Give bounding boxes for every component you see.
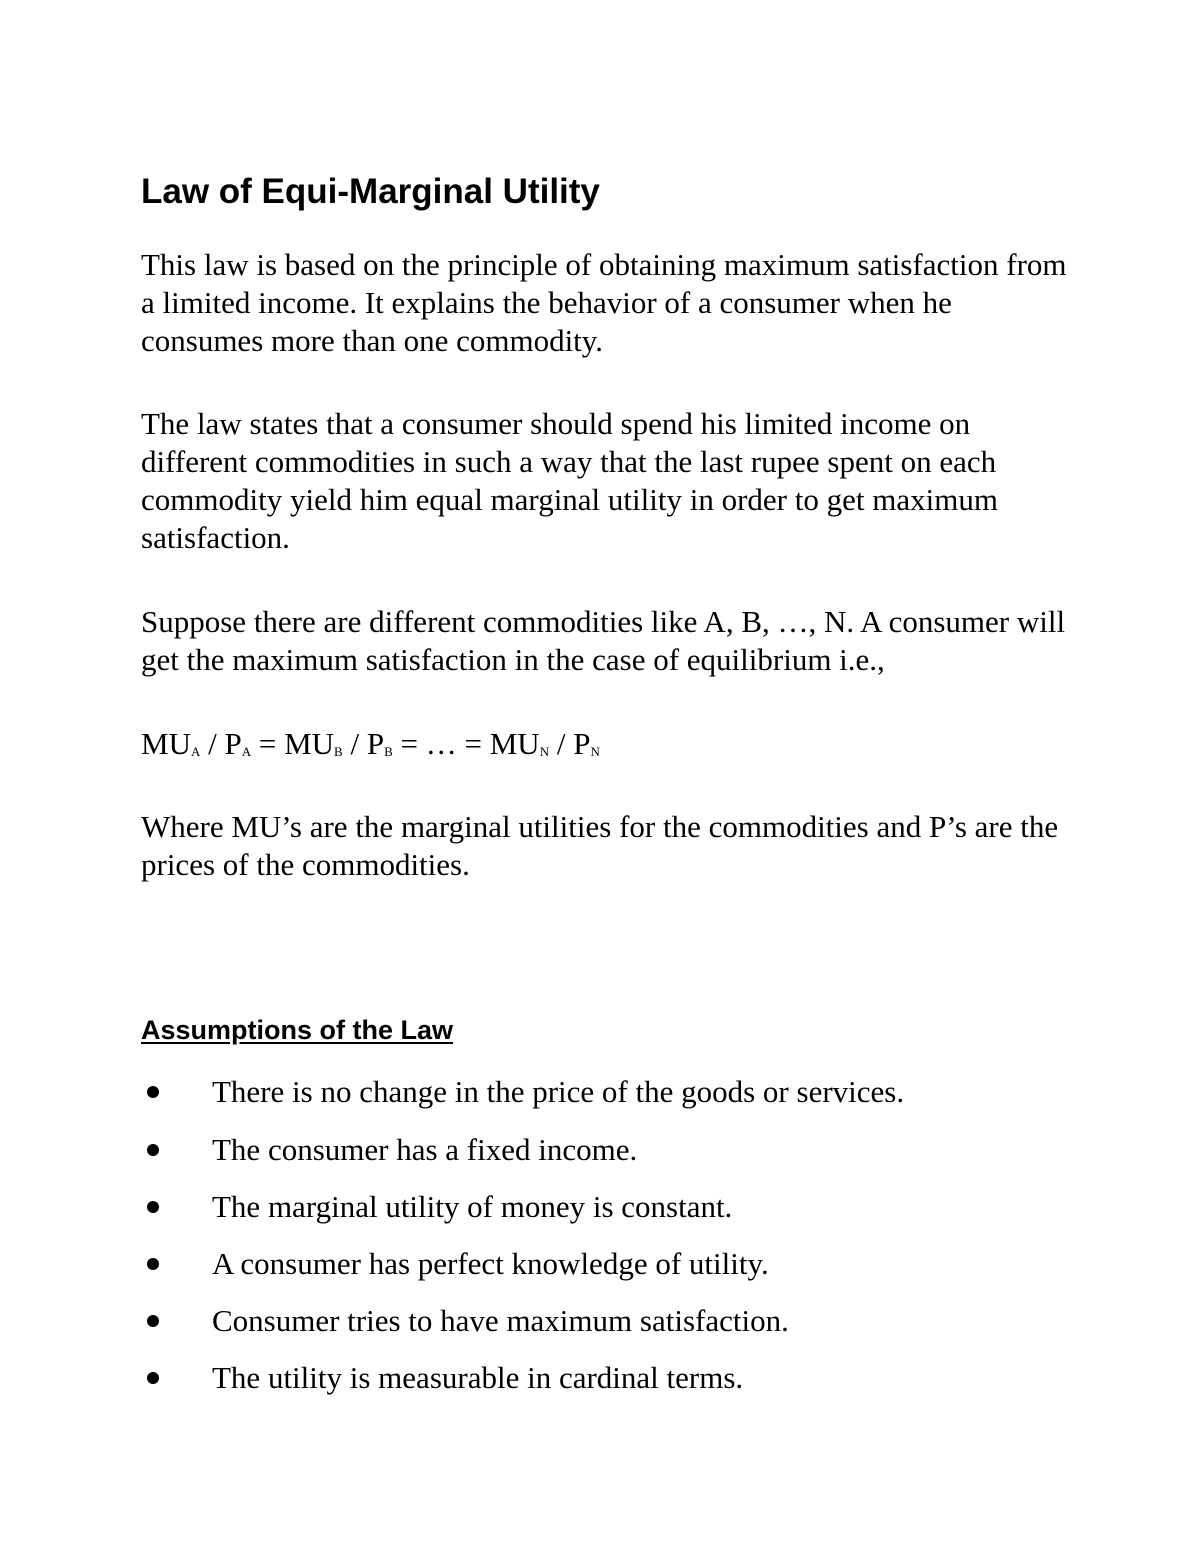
list-item (0, 1073, 1100, 1117)
bullet-icon (147, 1201, 159, 1213)
list-item (0, 1131, 1100, 1175)
formula-equals: = (400, 726, 418, 761)
formula-slash: / (350, 726, 360, 761)
formula-subscript-b: B (384, 744, 393, 759)
list-item (0, 1302, 1100, 1346)
list-item-text: There is no change in the price of the goods or services. (212, 1074, 905, 1109)
list-item-text: A consumer has perfect knowledge of utility. (212, 1246, 769, 1281)
list-item (0, 1188, 1100, 1232)
formula-p: P (573, 726, 591, 761)
formula-equals: = (258, 726, 277, 761)
formula-subscript-b: B (334, 744, 343, 759)
bullet-icon (147, 1144, 159, 1156)
formula-subscript-a: A (190, 744, 201, 759)
formula-slash: / (208, 726, 217, 761)
definitions-paragraph: Where MU’s are the marginal utilities for the commodities and P’s are the prices of the commodities. (141, 809, 1059, 882)
assumptions-heading: Assumptions of the Law (141, 1015, 454, 1045)
formula-mu: MU (489, 726, 540, 761)
bullet-icon (147, 1372, 159, 1384)
bullet-icon (147, 1086, 159, 1098)
list-item-text: Consumer tries to have maximum satisfaction. (212, 1303, 789, 1338)
equilibrium-formula (141, 722, 600, 766)
list-item (0, 1359, 1100, 1403)
law-statement-paragraph: The law states that a consumer should spend his limited income on different commodities in such a way that the last rupee spent on each commodity yield him equal marginal utility in order to get maximum satisfaction. (141, 406, 998, 555)
equilibrium-paragraph: Suppose there are different commodities like A, B, …, N. A consumer will get the maximum satisfaction in the case of equilibrium i.e., (141, 604, 1066, 677)
formula-p: P (366, 726, 385, 761)
bullet-icon (147, 1315, 159, 1327)
page-title: Law of Equi-Marginal Utility (141, 172, 600, 211)
formula-subscript-a: A (241, 744, 252, 759)
list-item (0, 1245, 1100, 1289)
formula-mu: MU (284, 726, 335, 761)
list-item-text: The marginal utility of money is constant. (212, 1189, 733, 1224)
list-item-text: The utility is measurable in cardinal terms. (212, 1360, 744, 1395)
formula-ellipsis: … (425, 726, 457, 761)
formula-mu: MU (141, 726, 191, 761)
intro-paragraph: This law is based on the principle of obtaining maximum satisfaction from a limited income. It explains the behavior of a consumer when he consumes more than one commodity. (141, 247, 1067, 358)
formula-slash: / (556, 726, 566, 761)
formula-subscript-n: N (590, 744, 600, 759)
formula-p: P (224, 726, 242, 761)
list-item-text: The consumer has a fixed income. (212, 1132, 638, 1167)
bullet-icon (147, 1258, 159, 1270)
formula-equals: = (464, 726, 482, 761)
formula-subscript-n: N (539, 744, 550, 759)
